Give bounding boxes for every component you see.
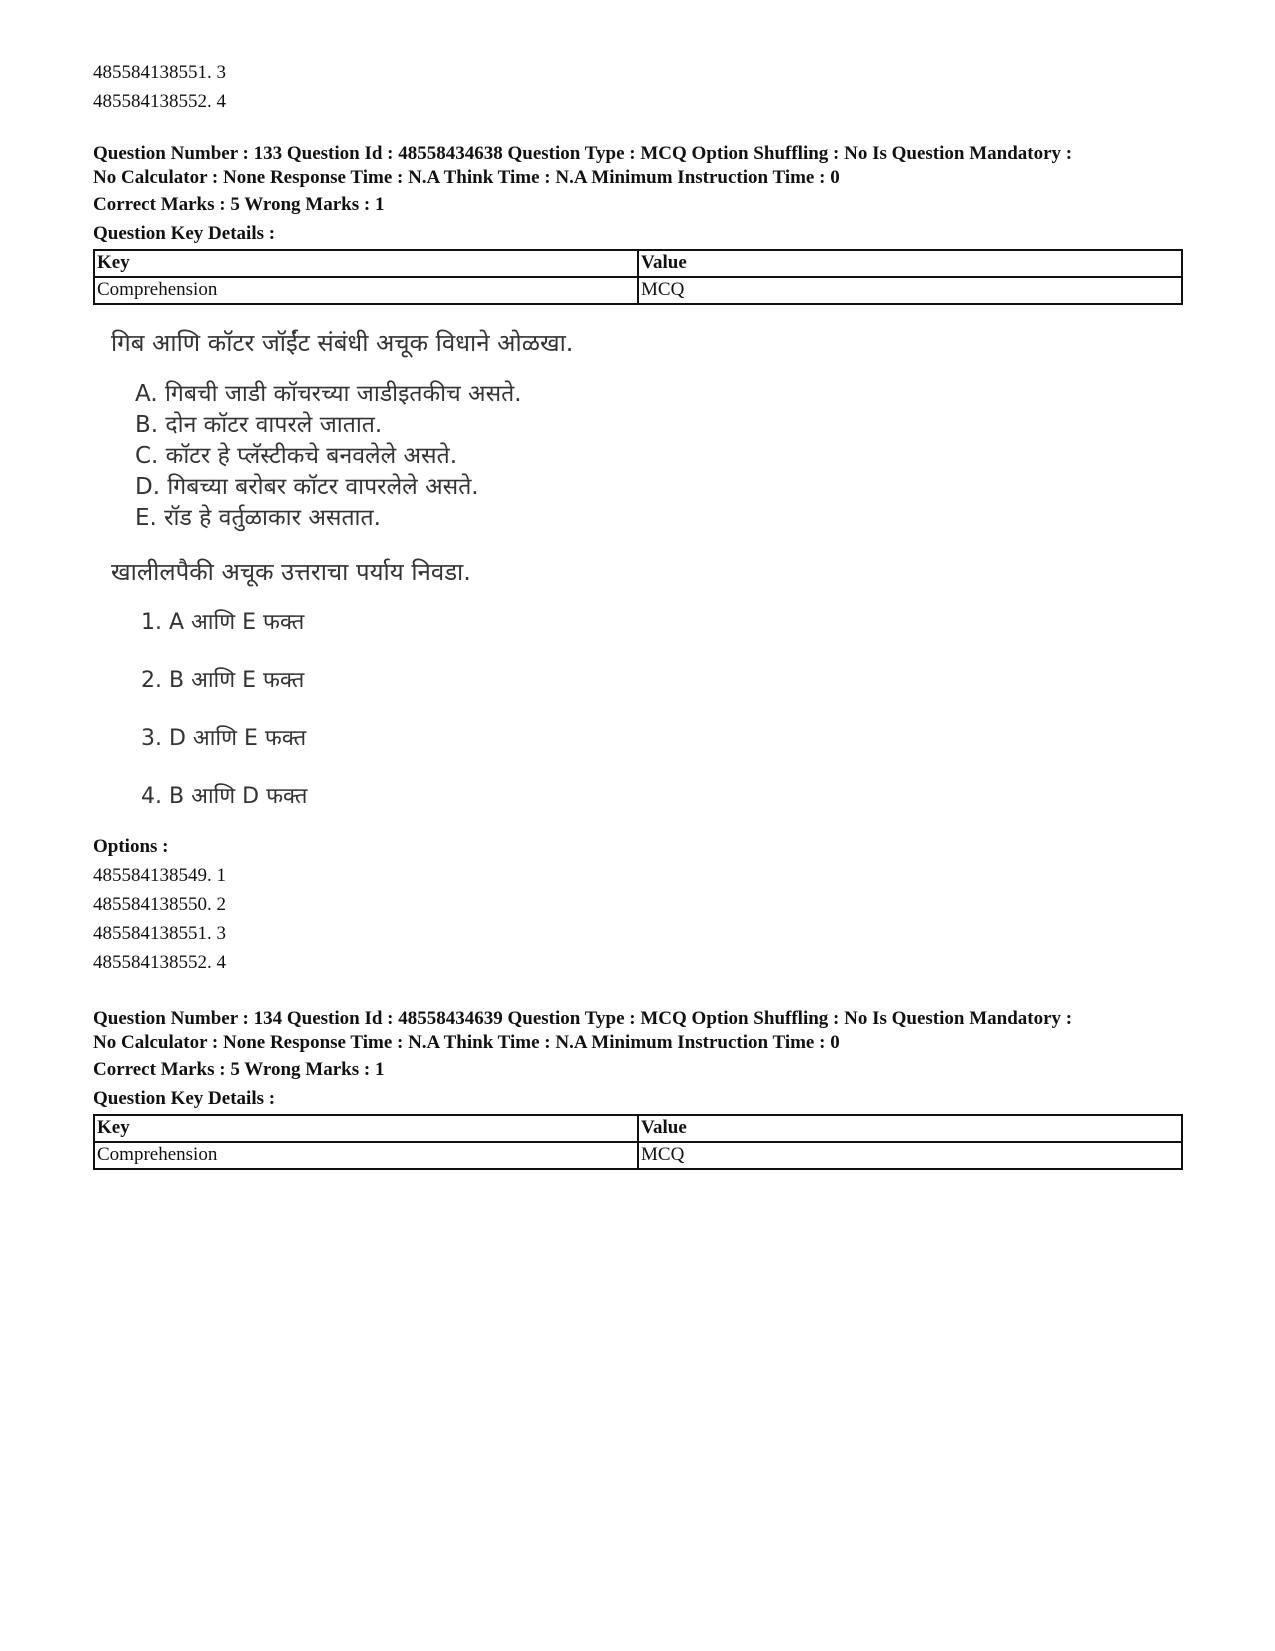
question-header <box>93 1007 1183 1055</box>
key-details-table <box>93 249 1183 305</box>
statement-d: D. गिबच्या बरोबर कॉटर वापरलेले असते. <box>135 474 479 500</box>
question-image <box>111 327 1183 812</box>
table-header-key: Key <box>94 250 638 277</box>
key-details-label: Question Key Details : <box>93 223 276 244</box>
answer-choice-4: 4. B आणि D फक्त <box>141 784 308 809</box>
key-details-table <box>93 1114 1183 1170</box>
table-header-key: Key <box>94 1115 638 1142</box>
marks-line: Correct Marks : 5 Wrong Marks : 1 <box>93 1059 385 1080</box>
table-cell-value: MCQ <box>638 1142 1182 1169</box>
table-row <box>94 1142 1182 1169</box>
key-details-label: Question Key Details : <box>93 1088 276 1109</box>
table-cell-key: Comprehension <box>94 1142 638 1169</box>
question-133 <box>93 142 1183 977</box>
question-header-line-2: No Calculator : None Response Time : N.A Think Time : N.A Minimum Instruction Time : 0 <box>93 167 840 188</box>
table-header-row <box>94 1115 1182 1142</box>
statement-e: E. रॉड हे वर्तुळाकार असतात. <box>135 505 381 531</box>
question-134 <box>93 1007 1183 1170</box>
table-cell-value: MCQ <box>638 277 1182 304</box>
option-line: 485584138550. 2 <box>93 894 226 915</box>
options-label: Options : <box>93 836 169 857</box>
option-line: 485584138549. 1 <box>93 865 226 886</box>
question-stem: गिब आणि कॉटर जॉईंट संबंधी अचूक विधाने ओळखा. <box>111 329 574 357</box>
table-header-row <box>94 250 1182 277</box>
option-line: 485584138552. 4 <box>93 952 226 973</box>
table-header-value: Value <box>638 1115 1182 1142</box>
document-page <box>93 58 1183 1170</box>
previous-question-options <box>93 58 1183 116</box>
answer-choice-2: 2. B आणि E फक्त <box>141 668 305 693</box>
statement-a: A. गिबची जाडी कॉचरच्या जाडीइतकीच असते. <box>135 381 522 407</box>
table-header-value: Value <box>638 250 1182 277</box>
statement-b: B. दोन कॉटर वापरले जातात. <box>135 412 383 438</box>
question-header <box>93 142 1183 190</box>
question-header-line-2: No Calculator : None Response Time : N.A Think Time : N.A Minimum Instruction Time : 0 <box>93 1032 840 1053</box>
table-cell-key: Comprehension <box>94 277 638 304</box>
answer-choice-1: 1. A आणि E फक्त <box>141 610 305 635</box>
statement-c: C. कॉटर हे प्लॅस्टीकचे बनवलेले असते. <box>135 443 458 469</box>
option-line: 485584138552. 4 <box>93 91 226 112</box>
question-header-line-1: Question Number : 133 Question Id : 48558434638 Question Type : MCQ Option Shuffling : No Is Question Mandatory : <box>93 143 1073 164</box>
answer-choice-3: 3. D आणि E फक्त <box>141 726 307 751</box>
table-row <box>94 277 1182 304</box>
marks-line: Correct Marks : 5 Wrong Marks : 1 <box>93 194 385 215</box>
question-instruction: खालीलपैकी अचूक उत्तराचा पर्याय निवडा. <box>111 558 471 586</box>
option-line: 485584138551. 3 <box>93 923 226 944</box>
option-line: 485584138551. 3 <box>93 62 226 83</box>
question-header-line-1: Question Number : 134 Question Id : 48558434639 Question Type : MCQ Option Shuffling : No Is Question Mandatory : <box>93 1008 1073 1029</box>
